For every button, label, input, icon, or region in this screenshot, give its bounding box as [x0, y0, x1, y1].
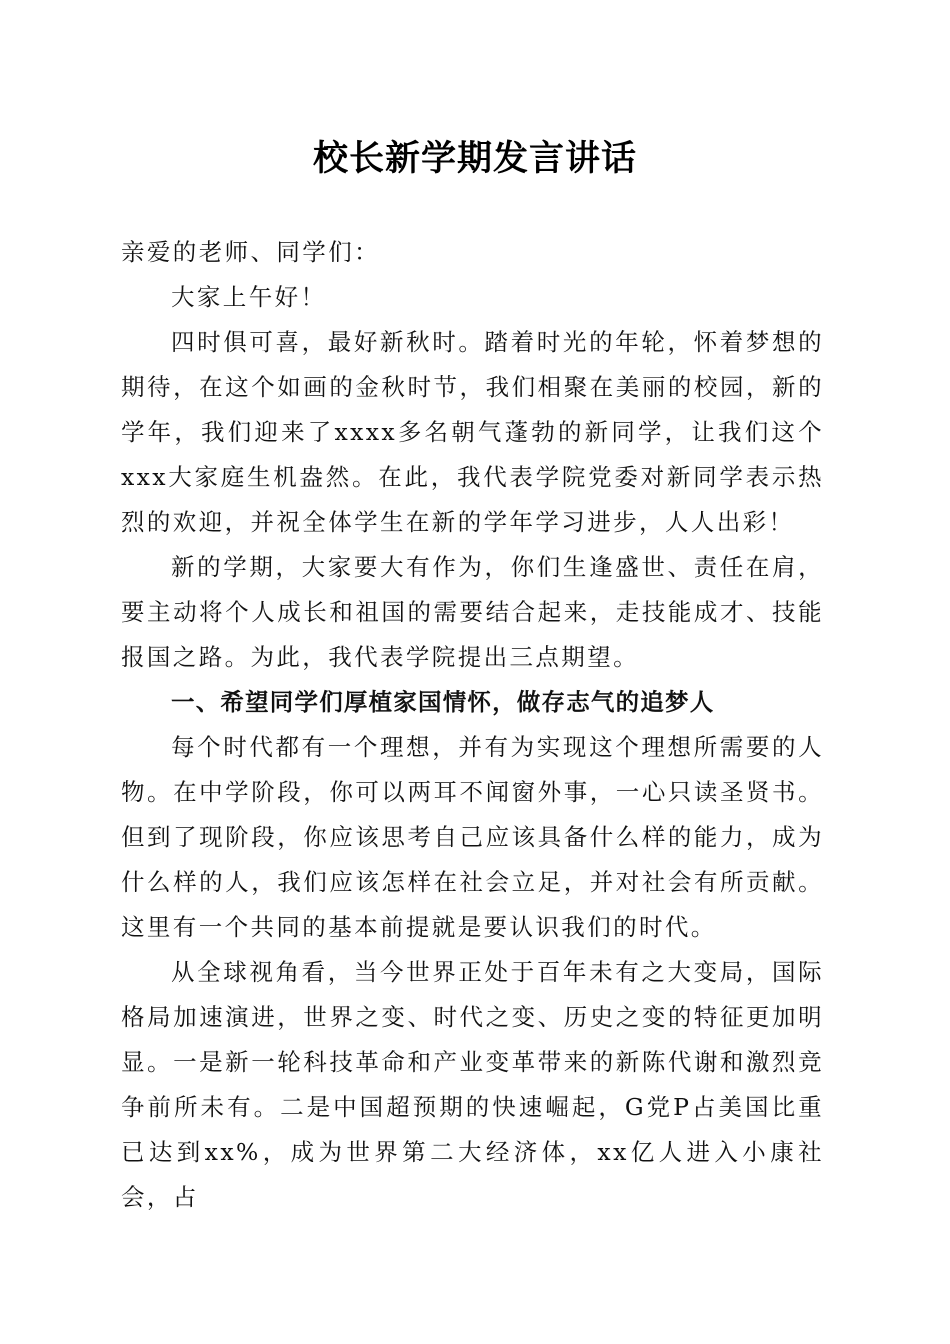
paragraph-global: 从全球视角看，当今世界正处于百年未有之大变局，国际格局加速演进，世界之变、时代之变、历史之变的特征更加明显。一是新一轮科技革命和产业变革带来的新陈代谢和激烈竞争前所未有。二是中国超预期的快速崛起，G党P占美国比重已达到xx%，成为世界第二大经济体，xx亿人进入小康社会，占: [121, 958, 824, 1211]
section-heading: 一、希望同学们厚植家国情怀，做存志气的追梦人: [171, 688, 715, 716]
document-body: [121, 230, 824, 1220]
paragraph-era: 每个时代都有一个理想，并有为实现这个理想所需要的人物。在中学阶段，你可以两耳不闻窗外事，一心只读圣贤书。但到了现阶段，你应该思考自己应该具备什么样的能力，成为什么样的人，我们应该怎样在社会立足，并对社会有所贡献。这里有一个共同的基本前提就是要认识我们的时代。: [121, 733, 824, 941]
paragraph-expectations: 新的学期，大家要大有作为，你们生逢盛世、责任在肩，要主动将个人成长和祖国的需要结合起来，走技能成才、技能报国之路。为此，我代表学院提出三点期望。: [121, 553, 824, 671]
document-title: 校长新学期发言讲话: [312, 138, 637, 179]
paragraph-intro: 四时俱可喜，最好新秋时。踏着时光的年轮，怀着梦想的期待，在这个如画的金秋时节，我们相聚在美丽的校园，新的学年，我们迎来了xxxx多名朝气蓬勃的新同学，让我们这个xxx大家庭生机盎然。在此，我代表学院党委对新同学表示热烈的欢迎，并祝全体学生在新的学年学习进步，人人出彩！: [121, 328, 824, 536]
greeting: 大家上午好！: [171, 283, 327, 311]
salutation: 亲爱的老师、同学们：: [121, 238, 380, 266]
